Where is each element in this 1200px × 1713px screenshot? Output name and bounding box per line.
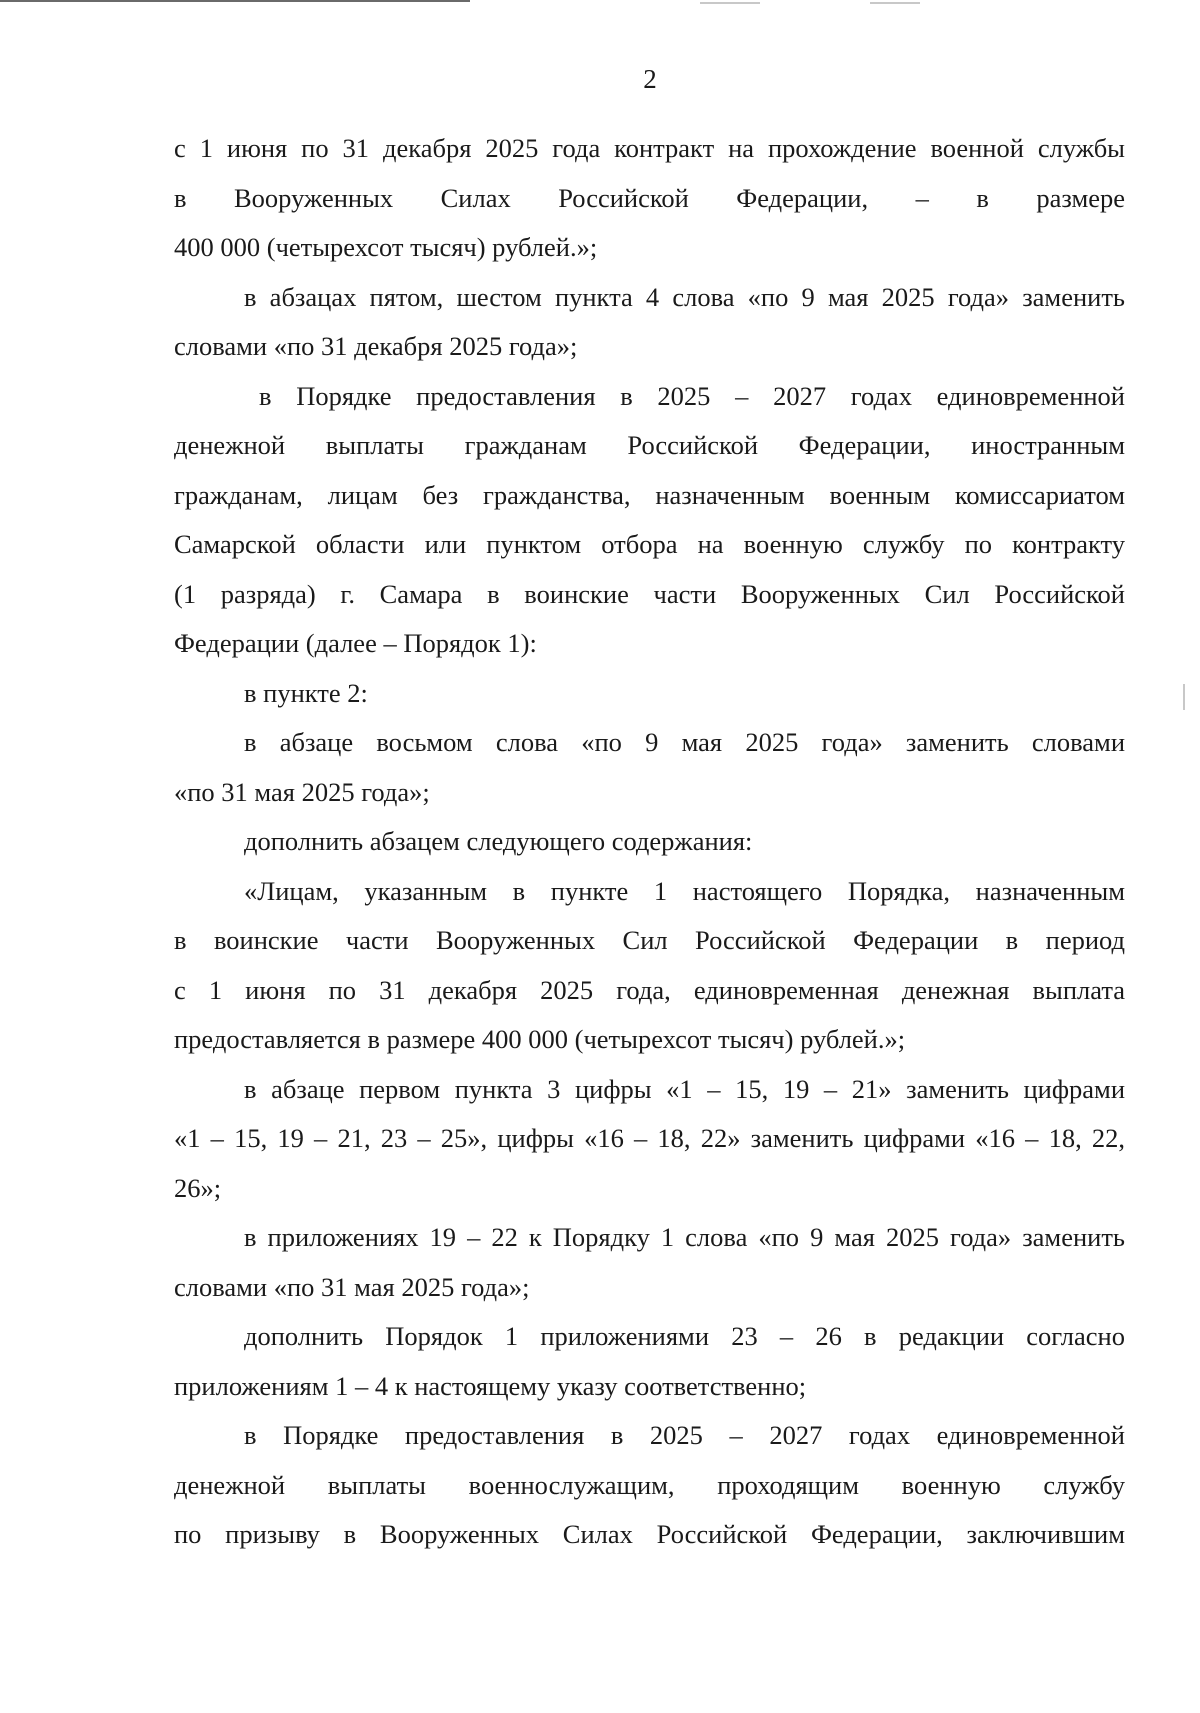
text-line: Федерации (далее – Порядок 1):	[174, 628, 537, 658]
text-line: «1 – 15, 19 – 21, 23 – 25», цифры «16 – 18, 22» заменить цифрами «16 – 18, 22,	[174, 1123, 1125, 1153]
scan-speck	[870, 2, 920, 4]
text-line: в абзаце первом пункта 3 цифры «1 – 15, 19 – 21» заменить цифрами	[244, 1073, 1125, 1104]
document-body	[174, 124, 1125, 1560]
text-line: Самарской области или пунктом отбора на военную службу по контракту	[174, 529, 1125, 559]
text-line: «Лицам, указанным в пункте 1 настоящего Порядка, назначенным	[244, 875, 1125, 906]
text-line: денежной выплаты гражданам Российской Федерации, иностранным	[174, 430, 1125, 460]
scan-top-edge	[0, 0, 470, 2]
text-line: приложениям 1 – 4 к настоящему указу соответственно;	[174, 1370, 807, 1401]
text-line: денежной выплаты военнослужащим, проходящим военную службу	[174, 1469, 1125, 1500]
text-line: в Вооруженных Силах Российской Федерации, – в размере	[174, 182, 1125, 213]
text-line: предоставляется в размере 400 000 (четырехсот тысяч) рублей.»;	[174, 1024, 906, 1054]
text-line: по призыву в Вооруженных Силах Российской Федерации, заключившим	[174, 1519, 1125, 1549]
text-line: в абзацах пятом, шестом пункта 4 слова «по 9 мая 2025 года» заменить	[244, 281, 1125, 312]
text-line: гражданам, лицам без гражданства, назначенным военным комиссариатом	[174, 479, 1125, 510]
page-number: 2	[643, 64, 657, 94]
text-line: в Порядке предоставления в 2025 – 2027 годах единовременной	[259, 380, 1125, 411]
text-line: 26»;	[174, 1172, 222, 1203]
text-line: словами «по 31 мая 2025 года»;	[174, 1271, 530, 1302]
text-line: в абзаце восьмом слова «по 9 мая 2025 года» заменить словами	[244, 727, 1125, 757]
text-line: в пункте 2:	[244, 677, 368, 708]
text-line: 400 000 (четырехсот тысяч) рублей.»;	[174, 232, 598, 262]
text-line: в воинские части Вооруженных Сил Российской Федерации в период	[174, 925, 1125, 955]
text-line: с 1 июня по 31 декабря 2025 года контракт на прохождение военной службы	[174, 133, 1125, 163]
text-line: (1 разряда) г. Самара в воинские части Вооруженных Сил Российской	[174, 578, 1125, 609]
text-line: в Порядке предоставления в 2025 – 2027 годах единовременной	[244, 1420, 1125, 1450]
text-line: «по 31 мая 2025 года»;	[174, 776, 430, 807]
scan-speck	[700, 2, 760, 4]
text-line: дополнить абзацем следующего содержания:	[244, 826, 753, 856]
text-line: с 1 июня по 31 декабря 2025 года, единовременная денежная выплата	[174, 974, 1125, 1005]
text-line: в приложениях 19 – 22 к Порядку 1 слова «по 9 мая 2025 года» заменить	[244, 1222, 1125, 1252]
text-line: дополнить Порядок 1 приложениями 23 – 26 в редакции согласно	[244, 1321, 1125, 1351]
scan-speck	[1183, 684, 1185, 710]
text-line: словами «по 31 декабря 2025 года»;	[174, 331, 578, 361]
